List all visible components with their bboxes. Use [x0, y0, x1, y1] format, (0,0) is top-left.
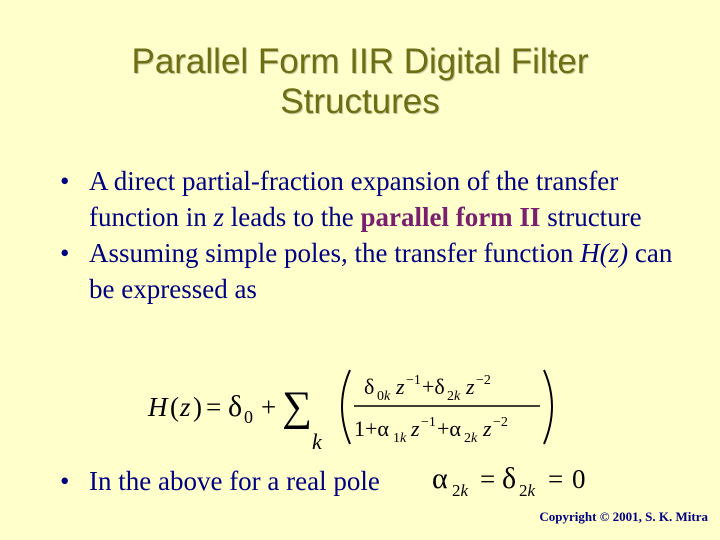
formula-equals: = — [206, 392, 222, 422]
svg-text:1+α: 1+α — [354, 416, 389, 441]
formula-sum: ∑ — [282, 384, 312, 430]
formula-sum-index: k — [312, 429, 322, 454]
svg-text:−1: −1 — [421, 415, 436, 430]
svg-text:2k: 2k — [452, 481, 469, 498]
svg-text:−1: −1 — [406, 373, 421, 388]
svg-text:+α: +α — [437, 416, 461, 441]
bullet-item-3 — [60, 463, 380, 499]
bullet-dot: • — [60, 166, 70, 196]
bullet2-text-post: can be expressed as — [89, 238, 673, 304]
formula-lhs-z: z — [180, 392, 191, 422]
bullet1-emphasis: parallel form II — [360, 202, 541, 232]
bullet-dot: • — [60, 238, 70, 268]
bullet3-text: In the above for a real pole — [89, 466, 380, 496]
bullet1-text-post: structure — [540, 202, 642, 232]
slide-title — [0, 42, 720, 122]
formula-lhs-paren: ( — [170, 392, 179, 422]
svg-text:=: = — [548, 464, 564, 494]
formula-left-paren — [342, 370, 350, 444]
svg-text:z: z — [466, 374, 475, 399]
svg-text:α: α — [432, 462, 448, 495]
title-line-1: Parallel Form IIR Digital Filter — [131, 42, 589, 81]
formula-plus: + — [261, 392, 277, 422]
svg-text:z: z — [396, 374, 405, 399]
bullet1-text-pre: A direct partial-fraction expansion of the transfer function in — [89, 166, 619, 232]
svg-text:2k: 2k — [464, 431, 478, 446]
formula-numerator — [364, 373, 491, 404]
svg-text:−2: −2 — [476, 373, 491, 388]
bullet2-text-pre: Assuming simple poles, the transfer function — [89, 238, 581, 268]
formula-lhs: H — [148, 392, 168, 422]
svg-text:δ: δ — [502, 462, 517, 495]
svg-text:0k: 0k — [377, 389, 391, 404]
real-pole-condition — [430, 452, 630, 503]
svg-text:2k: 2k — [447, 389, 461, 404]
bullet1-text-mid: leads to the — [224, 202, 361, 232]
svg-text:1k: 1k — [393, 431, 407, 446]
svg-text:z: z — [483, 416, 492, 441]
formula-delta0-sub: 0 — [244, 407, 253, 427]
svg-text:0: 0 — [572, 464, 586, 494]
formula-right-paren — [544, 370, 552, 444]
svg-text:−2: −2 — [493, 415, 508, 430]
formula-lhs-paren-close: ) — [193, 392, 202, 422]
copyright-notice: Copyright © 2001, S. K. Mitra — [539, 509, 708, 524]
svg-text:2k: 2k — [519, 481, 536, 498]
svg-text:z: z — [411, 416, 420, 441]
svg-text:=: = — [480, 464, 496, 494]
bullet-item-1 — [60, 163, 680, 235]
formula-denominator — [354, 415, 508, 446]
bullet1-variable: z — [213, 202, 224, 232]
formula-delta0: δ — [228, 390, 243, 423]
bullet-list — [60, 163, 680, 307]
title-line-2: Structures — [280, 82, 440, 121]
bullet-item-2 — [60, 235, 680, 307]
svg-text:+δ: +δ — [422, 374, 445, 399]
svg-text:δ: δ — [364, 374, 375, 399]
bullet2-function: H(z) — [580, 238, 629, 268]
bullet-dot: • — [60, 466, 70, 496]
transfer-function-formula — [146, 366, 566, 456]
